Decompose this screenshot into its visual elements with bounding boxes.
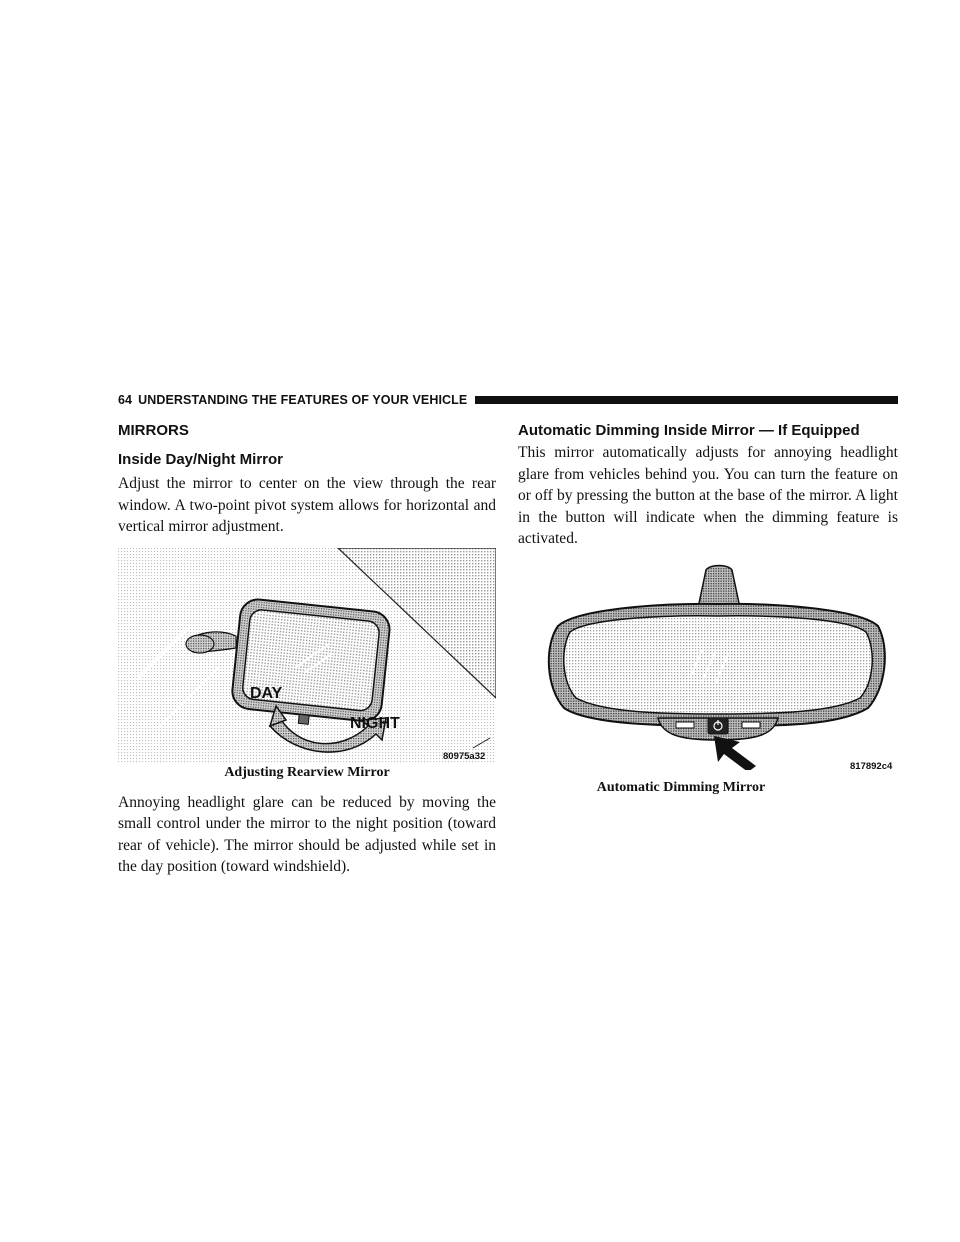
section-title-mirrors: MIRRORS — [118, 422, 189, 439]
subsection-title-day-night: Inside Day/Night Mirror — [118, 451, 284, 468]
page-number: 64 — [118, 393, 133, 407]
header-rule — [475, 396, 898, 404]
rearview-mirror-illustration — [118, 548, 496, 763]
day-night-paragraph: Adjust the mirror to center on the view through the rear window. A two-point pivot system allows for horizontal and vertical mirror adjustment. — [118, 475, 496, 535]
left-column — [118, 420, 496, 878]
running-header-title: UNDERSTANDING THE FEATURES OF YOUR VEHICLE — [138, 393, 468, 407]
auto-dimming-mirror-illustration — [518, 558, 898, 770]
figure-code-auto: 817892c4 — [850, 760, 893, 772]
subsection-title-auto-dimming: Automatic Dimming Inside Mirror — If Equipped — [518, 422, 860, 439]
figure-caption-auto: Automatic Dimming Mirror — [596, 779, 766, 795]
right-column — [518, 420, 898, 795]
figure-code: 80975a32 — [443, 750, 486, 762]
auto-dimming-paragraph: This mirror automatically adjusts for annoying headlight glare from vehicles behind you. You can turn the feature on or off by pressing the button at the base of the mirror. A light in the button will indicate when the dimming feature is activated. — [518, 444, 898, 547]
auto-dimming-figure — [518, 558, 898, 795]
rearview-mirror-figure — [118, 548, 496, 786]
figure-caption: Adjusting Rearview Mirror — [224, 764, 390, 780]
night-position-paragraph: Annoying headlight glare can be reduced by moving the small control under the mirror to the night position (toward rear of vehicle). The mirror should be adjusted while set in the day position (toward windshield). — [118, 793, 496, 875]
day-label: DAY — [250, 684, 283, 702]
night-label: NIGHT — [350, 714, 400, 732]
running-header — [118, 390, 898, 410]
